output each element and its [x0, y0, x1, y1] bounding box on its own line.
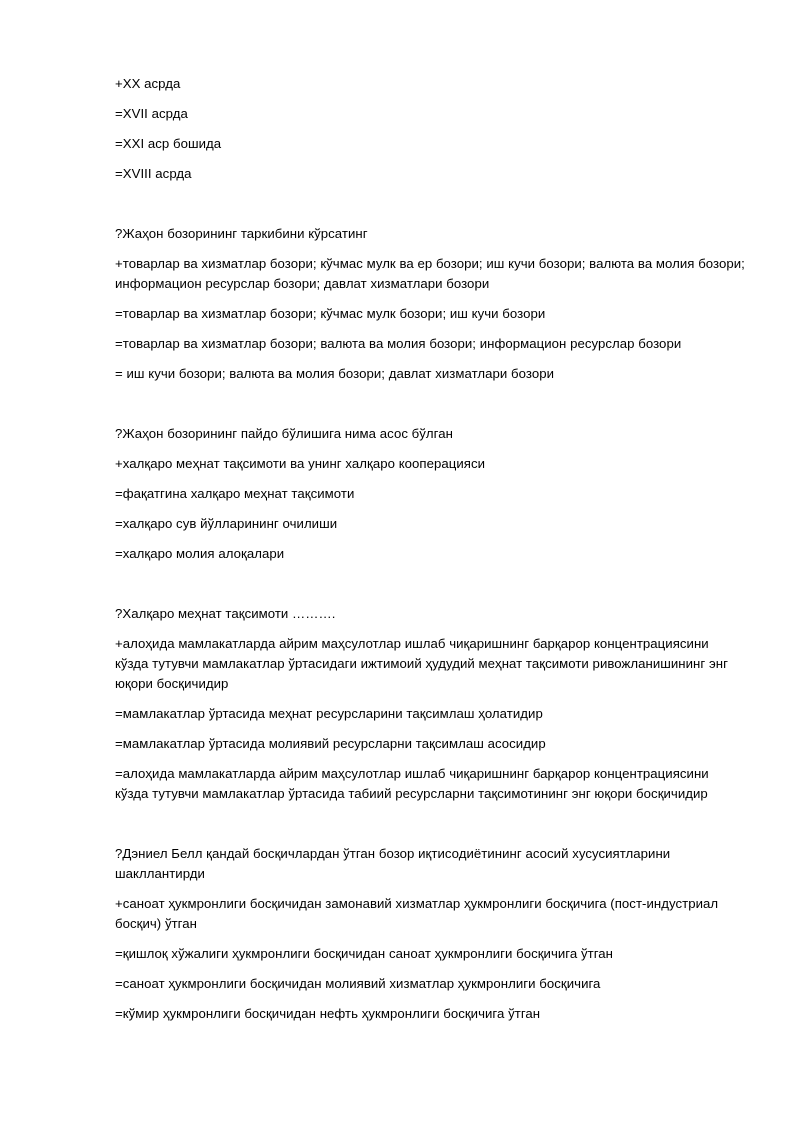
- question-block: [115, 424, 745, 564]
- answer-option-correct: +алоҳида мамлакатларда айрим маҳсулотлар ишлаб чиқаришнинг барқарор концентрациясини кўзда тутувчи мамлакатлар ўртасидаги ижтимоий ҳудудий меҳнат тақсимоти ривожланишининг энг юқори босқичидир: [115, 636, 728, 691]
- answer-option: =саноат ҳукмронлиги босқичидан молиявий хизматлар ҳукмронлиги босқичига: [115, 976, 601, 991]
- answer-option: =мамлакатлар ўртасида молиявий ресурсларни тақсимлаш асосидир: [115, 736, 546, 751]
- question-block: [115, 604, 745, 804]
- answer-option: =товарлар ва хизматлар бозори; кўчмас мулк бозори; иш кучи бозори: [115, 306, 546, 321]
- spacer: [115, 574, 745, 604]
- spacer: [115, 394, 745, 424]
- question-text: ?Жаҳон бозорининг таркибини кўрсатинг: [115, 226, 368, 241]
- answer-option-correct: +халқаро меҳнат тақсимоти ва унинг халқаро кооперацияси: [115, 456, 486, 471]
- answer-option-correct: +XX асрда: [115, 76, 181, 91]
- answer-option: =алоҳида мамлакатларда айрим маҳсулотлар ишлаб чиқаришнинг барқарор концентрациясини кўзда тутувчи мамлакатлар ўртасида табиий ресурсларни тақсимотининг энг юқори босқичидир: [115, 766, 709, 801]
- answer-option: =XVIII асрда: [115, 166, 192, 181]
- answer-option: =халқаро сув йўлларининг очилиши: [115, 516, 338, 531]
- answer-option: =фақатгина халқаро меҳнат тақсимоти: [115, 486, 355, 501]
- answer-option: =товарлар ва хизматлар бозори; валюта ва молия бозори; информацион ресурслар бозори: [115, 336, 682, 351]
- answer-option-correct: +саноат ҳукмронлиги босқичидан замонавий хизматлар ҳукмронлиги босқичига (пост-индустриал босқич) ўтган: [115, 896, 719, 931]
- answer-option: =қишлоқ хўжалиги ҳукмронлиги босқичидан саноат ҳукмронлиги босқичига ўтган: [115, 946, 613, 961]
- question-text: ?Жаҳон бозорининг пайдо бўлишига нима асос бўлган: [115, 426, 453, 441]
- answer-option: = иш кучи бозори; валюта ва молия бозори; давлат хизматлари бозори: [115, 366, 555, 381]
- document-body: [115, 74, 745, 1034]
- question-block: [115, 224, 745, 384]
- question-block: [115, 844, 745, 1024]
- spacer: [115, 814, 745, 844]
- answer-option: =XVII асрда: [115, 106, 188, 121]
- answer-option: =халқаро молия алоқалари: [115, 546, 285, 561]
- answer-options-block: [115, 74, 745, 184]
- answer-option: =кўмир ҳукмронлиги босқичидан нефть ҳукмронлиги босқичига ўтган: [115, 1006, 541, 1021]
- question-text: ?Дэниел Белл қандай босқичлардан ўтган бозор иқтисодиётининг асосий хусусиятларини шакллантирди: [115, 846, 671, 881]
- answer-option: =XXI аср бошида: [115, 136, 222, 151]
- question-text: ?Халқаро меҳнат тақсимоти ……….: [115, 606, 336, 621]
- spacer: [115, 194, 745, 224]
- answer-option: =мамлакатлар ўртасида меҳнат ресурсларини тақсимлаш ҳолатидир: [115, 706, 543, 721]
- answer-option-correct: +товарлар ва хизматлар бозори; кўчмас мулк ва ер бозори; иш кучи бозори; валюта ва молия бозори; информацион ресурслар бозори; давлат хизматлари бозори: [115, 256, 745, 291]
